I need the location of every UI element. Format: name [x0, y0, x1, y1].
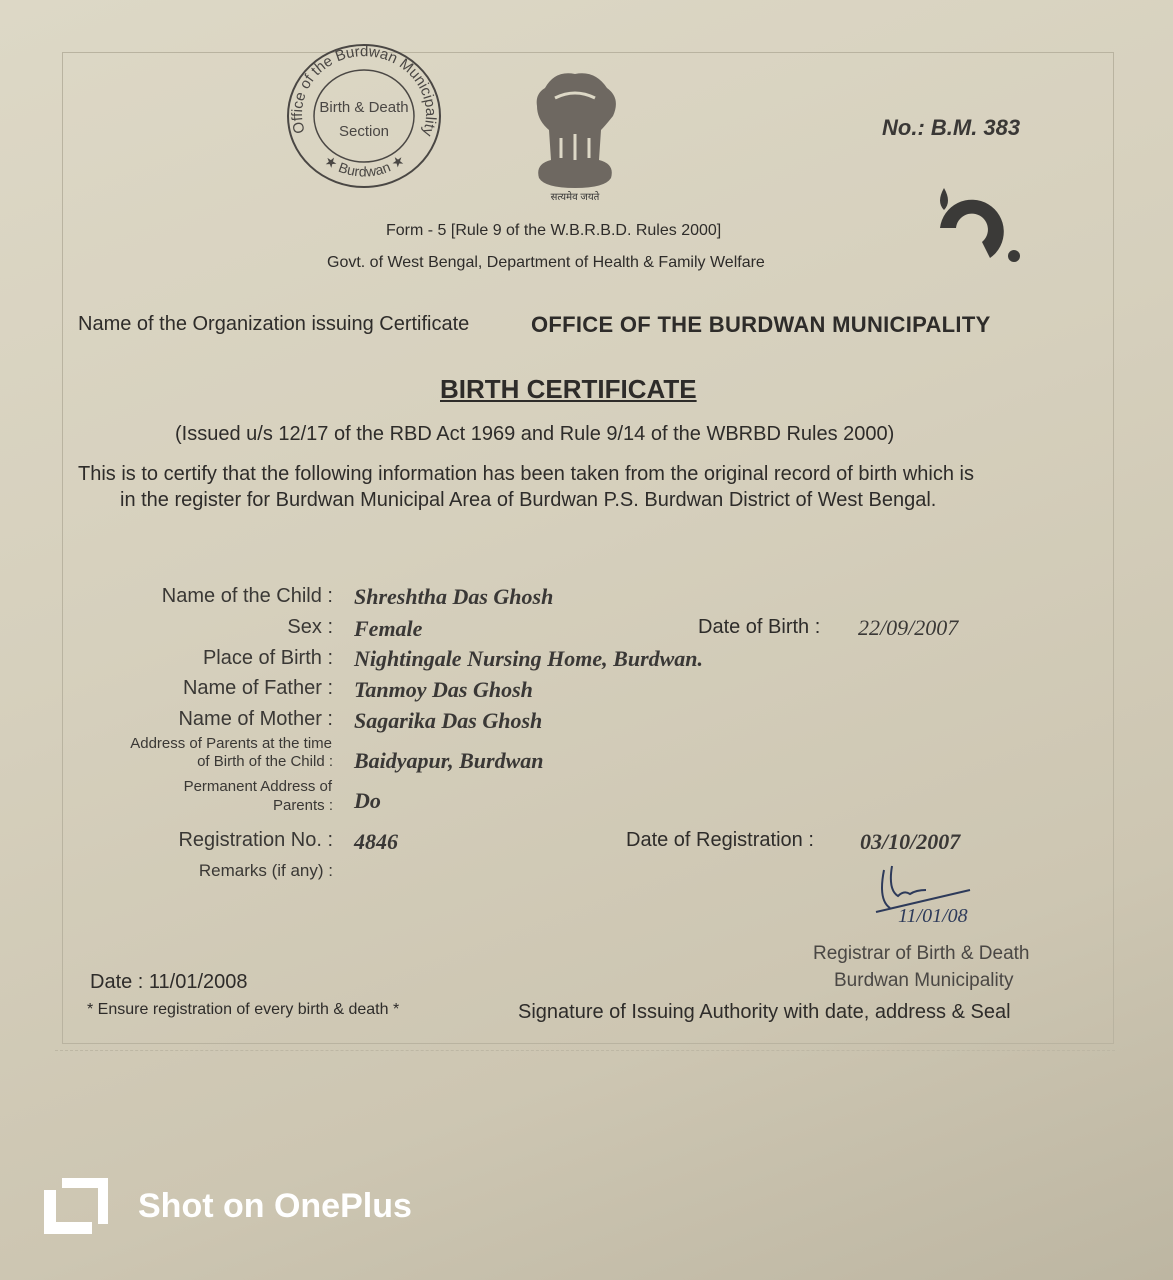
- issued-under: (Issued u/s 12/17 of the RBD Act 1969 and Rule 9/14 of the WBRBD Rules 2000): [175, 423, 895, 445]
- signature-date: 11/01/08: [898, 905, 968, 927]
- national-emblem-icon: [525, 68, 625, 203]
- date-of-registration-label: Date of Registration :: [626, 829, 814, 851]
- issue-date: Date : 11/01/2008: [90, 971, 248, 993]
- father-label: Name of Father :: [182, 677, 333, 699]
- slogan: * Ensure registration of every birth & death *: [87, 1001, 400, 1018]
- certify-line-1: This is to certify that the following information has been taken from the original record of birth which is: [78, 463, 974, 485]
- health-logo-icon: [930, 180, 1030, 270]
- watermark-text: Shot on OnePlus: [138, 1186, 412, 1225]
- camera-watermark: [42, 1176, 412, 1236]
- form-line: Form - 5 [Rule 9 of the W.B.R.B.D. Rules 2000]: [386, 222, 722, 239]
- place-of-birth-value: Nightingale Nursing Home, Burdwan.: [354, 646, 704, 671]
- permanent-address-label-1: Permanent Address of: [183, 778, 332, 795]
- registration-no-value: 4846: [354, 829, 398, 854]
- address-at-birth-value: Baidyapur, Burdwan: [354, 748, 544, 773]
- mother-label: Name of Mother :: [178, 708, 333, 730]
- certificate-title: BIRTH CERTIFICATE: [440, 374, 697, 404]
- child-name-value: Shreshtha Das Ghosh: [354, 584, 554, 609]
- sex-label: Sex :: [287, 616, 333, 638]
- place-of-birth-label: Place of Birth :: [202, 647, 333, 669]
- sex-value: Female: [354, 616, 423, 641]
- remarks-label: Remarks (if any) :: [198, 861, 333, 880]
- issuing-authority-label: Signature of Issuing Authority with date, address & Seal: [518, 1001, 1011, 1023]
- address-at-birth-label-1: Address of Parents at the time: [130, 735, 332, 752]
- svg-text:सत्यमेव जयते: सत्यमेव जयते: [550, 192, 600, 203]
- certificate-number: No.: B.M. 383: [882, 115, 1021, 140]
- mother-value: Sagarika Das Ghosh: [354, 708, 543, 733]
- certify-line-2: in the register for Burdwan Municipal Area of Burdwan P.S. Burdwan District of West Bengal.: [120, 489, 937, 511]
- svg-text:Section: Section: [338, 123, 390, 140]
- govt-line: Govt. of West Bengal, Department of Health & Family Welfare: [327, 254, 765, 271]
- org-label: Name of the Organization issuing Certificate: [78, 313, 470, 335]
- svg-text:Office of the Burdwan Municipa: Office of the Burdwan Municipality: [288, 43, 440, 139]
- oneplus-logo-icon: [42, 1176, 110, 1236]
- child-name-label: Name of the Child :: [161, 585, 333, 607]
- svg-text:Birth & Death: Birth & Death: [319, 99, 409, 116]
- registrar-signature: [870, 860, 1000, 930]
- permanent-address-label-2: Parents :: [272, 797, 333, 814]
- svg-text:★ Burdwan ★: ★ Burdwan ★: [321, 151, 408, 180]
- dob-label: Date of Birth :: [698, 616, 821, 638]
- permanent-address-value: Do: [354, 788, 381, 813]
- address-at-birth-label-2: of Birth of the Child :: [197, 753, 333, 770]
- org-name: OFFICE OF THE BURDWAN MUNICIPALITY: [531, 312, 991, 337]
- divider: [55, 1050, 1115, 1051]
- municipality-seal: [285, 42, 443, 190]
- date-of-registration-value: 03/10/2007: [860, 829, 961, 854]
- registrar-line-2: Burdwan Municipality: [834, 970, 1014, 991]
- registrar-line-1: Registrar of Birth & Death: [813, 943, 1030, 964]
- father-value: Tanmoy Das Ghosh: [354, 677, 533, 702]
- registration-no-label: Registration No. :: [178, 829, 333, 851]
- dob-value: 22/09/2007: [858, 615, 959, 640]
